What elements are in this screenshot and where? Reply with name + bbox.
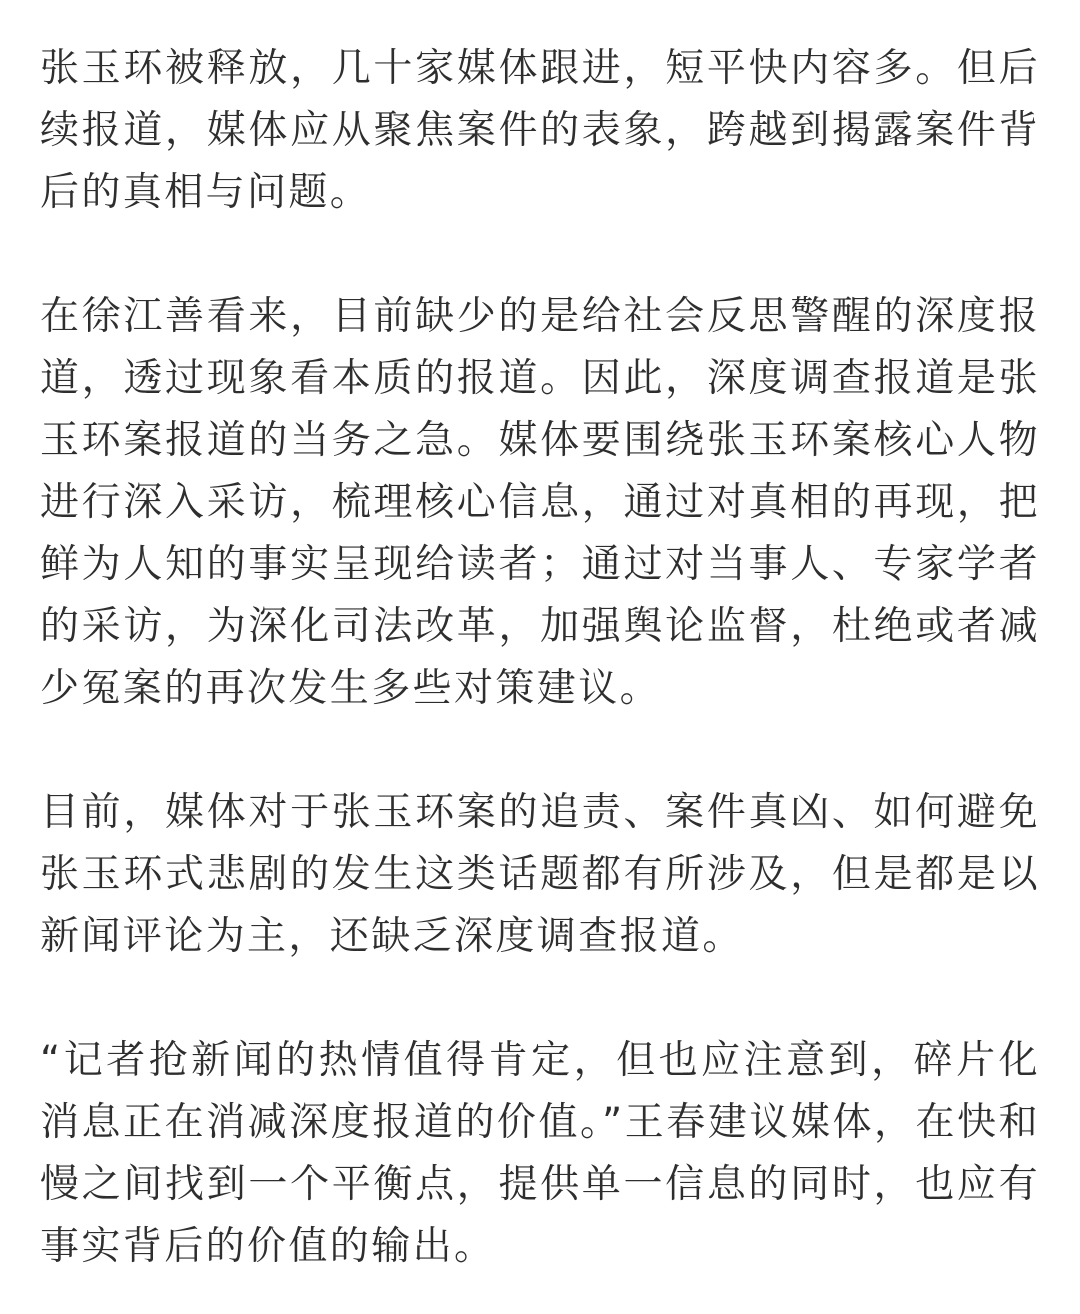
paragraph-release-coverage: 张玉环被释放，几十家媒体跟进，短平快内容多。但后续报道，媒体应从聚焦案件的表象，跨越到揭露案件背后的真相与问题。 — [40, 46, 1040, 215]
article-body — [40, 38, 1040, 1278]
paragraph-quote-wang-chun: “记者抢新闻的热情值得肯定，但也应注意到，碎片化消息正在消减深度报道的价值。”王春建议媒体，在快和慢之间找到一个平衡点，提供单一信息的同时，也应有事实背后的价值的输出。 — [40, 1038, 1040, 1269]
paragraph-current-coverage: 目前，媒体对于张玉环案的追责、案件真凶、如何避免张玉环式悲剧的发生这类话题都有所涉及，但是都是以新闻评论为主，还缺乏深度调查报道。 — [40, 790, 1040, 959]
paragraph-in-depth-reporting: 在徐江善看来，目前缺少的是给社会反思警醒的深度报道，透过现象看本质的报道。因此，深度调查报道是张玉环案报道的当务之急。媒体要围绕张玉环案核心人物进行深入采访，梳理核心信息，通过对真相的再现，把鲜为人知的事实呈现给读者；通过对当事人、专家学者的采访，为深化司法改革，加强舆论监督，杜绝或者减少冤案的再次发生多些对策建议。 — [40, 294, 1040, 711]
